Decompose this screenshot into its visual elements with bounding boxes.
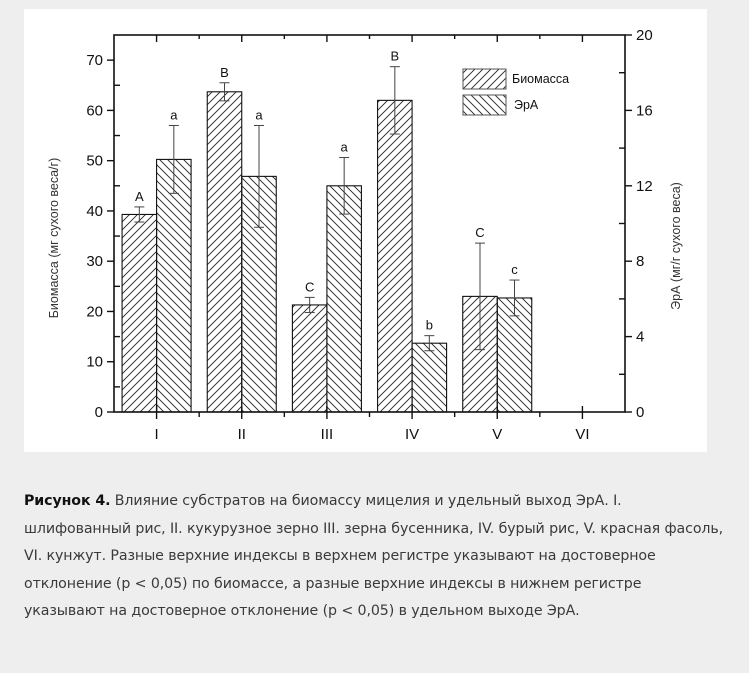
x-tick-label: III <box>320 426 334 443</box>
caption-label: Рисунок 4. <box>24 493 111 509</box>
significance-label: A <box>134 188 144 204</box>
significance-label: a <box>170 107 178 123</box>
y-axis-left-title: Биомасса (мг сухого веса/г) <box>47 157 61 319</box>
bar-epa-I <box>157 159 192 412</box>
significance-label: B <box>220 64 229 80</box>
legend <box>463 69 569 115</box>
x-tick-label: I <box>154 426 159 443</box>
significance-label: c <box>511 262 518 278</box>
legend-label-epa: ЭрА <box>514 98 539 112</box>
y-left-tick-label: 70 <box>86 52 103 70</box>
significance-label: B <box>390 48 400 64</box>
bar-epa-III <box>327 186 362 412</box>
y-left-tick-label: 30 <box>86 253 103 271</box>
figure-caption <box>24 488 724 626</box>
bar-biomass-I <box>122 214 157 412</box>
significance-label: b <box>425 317 433 333</box>
y-right-tick-label: 8 <box>636 253 645 271</box>
y-axis-right-title: ЭрА (мг/г сухого веса) <box>669 182 683 310</box>
x-tick-label: II <box>237 426 246 443</box>
y-right-tick-label: 0 <box>636 404 645 421</box>
x-tick-label: IV <box>404 426 420 443</box>
legend-label-biomass: Биомасса <box>512 72 570 86</box>
x-tick-label: VI <box>575 426 590 443</box>
bar-biomass-II <box>207 92 242 412</box>
significance-label: a <box>255 107 263 123</box>
significance-label: C <box>475 225 485 241</box>
bar-biomass-IV <box>378 100 413 412</box>
legend-swatch-biomass <box>463 69 506 89</box>
significance-label: C <box>304 279 315 295</box>
caption-text: Влияние субстратов на биомассу мицелия и удельный выход ЭрА. I. шлифованный рис, II. кукурузное зерно III. зерна бусенника, IV. бурый рис, V. красная фасоль, VI. кунжут. Разные верхние индексы в верхнем регистре указывают на достоверное отклонение (p < 0,05) по биомассе, а разные верхние индексы в нижнем регистре указывают на достоверное отклонение (p < 0,05) в удельном выходе ЭрА. <box>24 493 724 620</box>
bar-biomass-III <box>292 305 327 412</box>
bar-epa-IV <box>412 343 447 412</box>
bars-layer <box>122 92 532 412</box>
significance-label: a <box>340 139 348 155</box>
y-left-tick-label: 10 <box>86 353 103 371</box>
y-right-tick-label: 16 <box>636 102 653 120</box>
legend-swatch-epa <box>463 95 506 115</box>
y-left-tick-label: 20 <box>86 303 103 321</box>
y-left-tick-label: 0 <box>94 404 103 421</box>
y-left-tick-label: 60 <box>86 102 103 120</box>
y-right-tick-label: 20 <box>636 27 653 44</box>
x-tick-label: V <box>492 426 503 443</box>
y-left-tick-label: 40 <box>86 202 103 220</box>
y-left-tick-label: 50 <box>86 152 103 170</box>
y-right-tick-label: 4 <box>636 328 645 346</box>
y-right-tick-label: 12 <box>636 177 653 195</box>
